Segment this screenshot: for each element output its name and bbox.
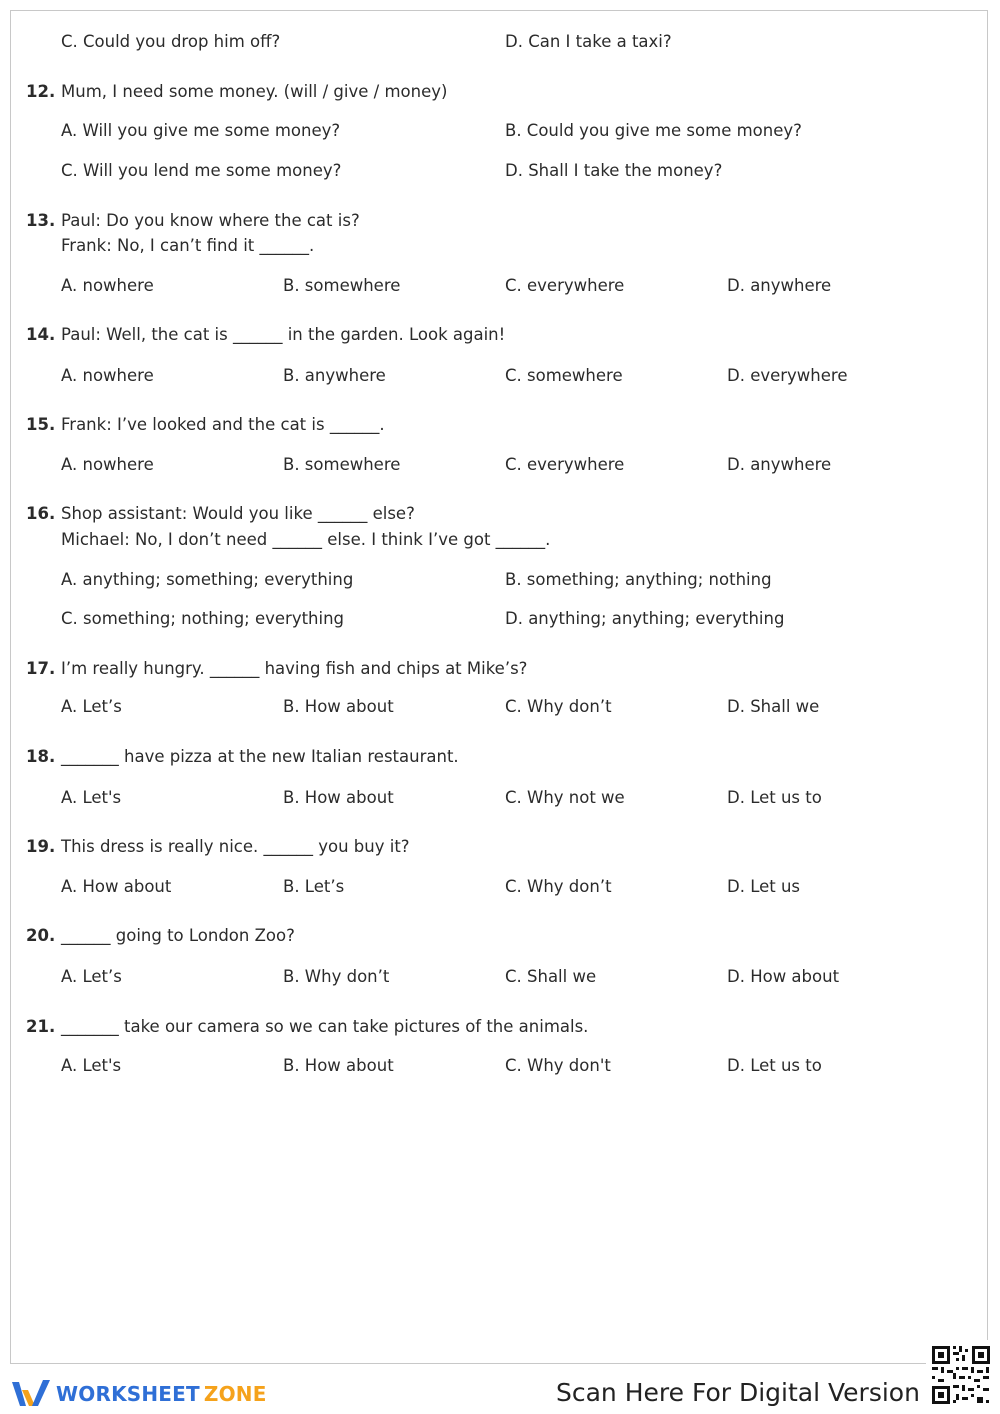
option-20-a[interactable]: A. Let’s (61, 967, 122, 986)
option-14-d[interactable]: D. everywhere (727, 366, 848, 385)
option-20-d[interactable]: D. How about (727, 967, 840, 986)
option-14-b[interactable]: B. anywhere (283, 366, 386, 385)
option-13-b[interactable]: B. somewhere (283, 276, 401, 295)
worksheet-zone-logo[interactable] (10, 1376, 267, 1412)
option-20-b[interactable]: B. Why don’t (283, 967, 390, 986)
option-21-d[interactable]: D. Let us to (727, 1056, 822, 1075)
question-number: 20. (26, 926, 56, 945)
option-15-b[interactable]: B. somewhere (283, 455, 401, 474)
question-number: 21. (26, 1017, 56, 1036)
question-number: 18. (26, 747, 56, 766)
option-19-c[interactable]: C. Why don’t (505, 877, 612, 896)
logo-text-worksheet: WORKSHEET (56, 1382, 200, 1406)
qr-code-icon[interactable] (926, 1340, 996, 1410)
question-stem: Frank: I’ve looked and the cat is ______. (61, 415, 385, 434)
option-18-d[interactable]: D. Let us to (727, 788, 822, 807)
question-stem: This dress is really nice. ______ you buy it? (61, 837, 410, 856)
option-14-c[interactable]: C. somewhere (505, 366, 623, 385)
option-21-a[interactable]: A. Let's (61, 1056, 122, 1075)
option-13-a[interactable]: A. nowhere (61, 276, 154, 295)
option-11-d[interactable]: D. Can I take a taxi? (505, 32, 672, 51)
option-12-a[interactable]: A. Will you give me some money? (61, 121, 341, 140)
scan-here-label: Scan Here For Digital Version (556, 1378, 920, 1407)
option-16-a[interactable]: A. anything; something; everything (61, 570, 354, 589)
question-stem: _______ take our camera so we can take pictures of the animals. (61, 1017, 589, 1036)
option-13-d[interactable]: D. anywhere (727, 276, 832, 295)
option-15-d[interactable]: D. anywhere (727, 455, 832, 474)
question-stem: _______ have pizza at the new Italian restaurant. (61, 747, 459, 766)
option-19-a[interactable]: A. How about (61, 877, 172, 896)
option-14-a[interactable]: A. nowhere (61, 366, 154, 385)
question-number: 15. (26, 415, 56, 434)
question-number: 12. (26, 82, 56, 101)
question-stem: I’m really hungry. ______ having fish and chips at Mike’s? (61, 659, 528, 678)
option-21-c[interactable]: C. Why don't (505, 1056, 611, 1075)
option-12-b[interactable]: B. Could you give me some money? (505, 121, 802, 140)
question-number: 16. (26, 504, 56, 523)
option-13-c[interactable]: C. everywhere (505, 276, 625, 295)
question-stem: Shop assistant: Would you like ______ else? (61, 504, 415, 523)
option-17-a[interactable]: A. Let’s (61, 697, 122, 716)
option-21-b[interactable]: B. How about (283, 1056, 394, 1075)
question-number: 13. (26, 211, 56, 230)
question-stem: Paul: Do you know where the cat is? (61, 211, 360, 230)
question-stem: ______ going to London Zoo? (61, 926, 295, 945)
option-19-d[interactable]: D. Let us (727, 877, 801, 896)
option-16-d[interactable]: D. anything; anything; everything (505, 609, 785, 628)
option-17-b[interactable]: B. How about (283, 697, 394, 716)
option-17-c[interactable]: C. Why don’t (505, 697, 612, 716)
question-stem: Mum, I need some money. (will / give / money) (61, 82, 448, 101)
option-16-c[interactable]: C. something; nothing; everything (61, 609, 345, 628)
option-16-b[interactable]: B. something; anything; nothing (505, 570, 772, 589)
option-15-a[interactable]: A. nowhere (61, 455, 154, 474)
option-18-c[interactable]: C. Why not we (505, 788, 625, 807)
option-19-b[interactable]: B. Let’s (283, 877, 345, 896)
logo-text-zone: ZONE (203, 1382, 267, 1406)
option-12-c[interactable]: C. Will you lend me some money? (61, 161, 342, 180)
question-stem-line2: Frank: No, I can’t find it ______. (61, 236, 315, 255)
question-stem: Paul: Well, the cat is ______ in the garden. Look again! (61, 325, 506, 344)
option-15-c[interactable]: C. everywhere (505, 455, 625, 474)
option-18-a[interactable]: A. Let's (61, 788, 122, 807)
option-20-c[interactable]: C. Shall we (505, 967, 597, 986)
question-number: 17. (26, 659, 56, 678)
option-18-b[interactable]: B. How about (283, 788, 394, 807)
option-12-d[interactable]: D. Shall I take the money? (505, 161, 723, 180)
option-11-c[interactable]: C. Could you drop him off? (61, 32, 281, 51)
question-stem-line2: Michael: No, I don’t need ______ else. I think I’ve got ______. (61, 530, 551, 549)
question-number: 14. (26, 325, 56, 344)
option-17-d[interactable]: D. Shall we (727, 697, 820, 716)
logo-w-icon (10, 1376, 52, 1412)
question-number: 19. (26, 837, 56, 856)
